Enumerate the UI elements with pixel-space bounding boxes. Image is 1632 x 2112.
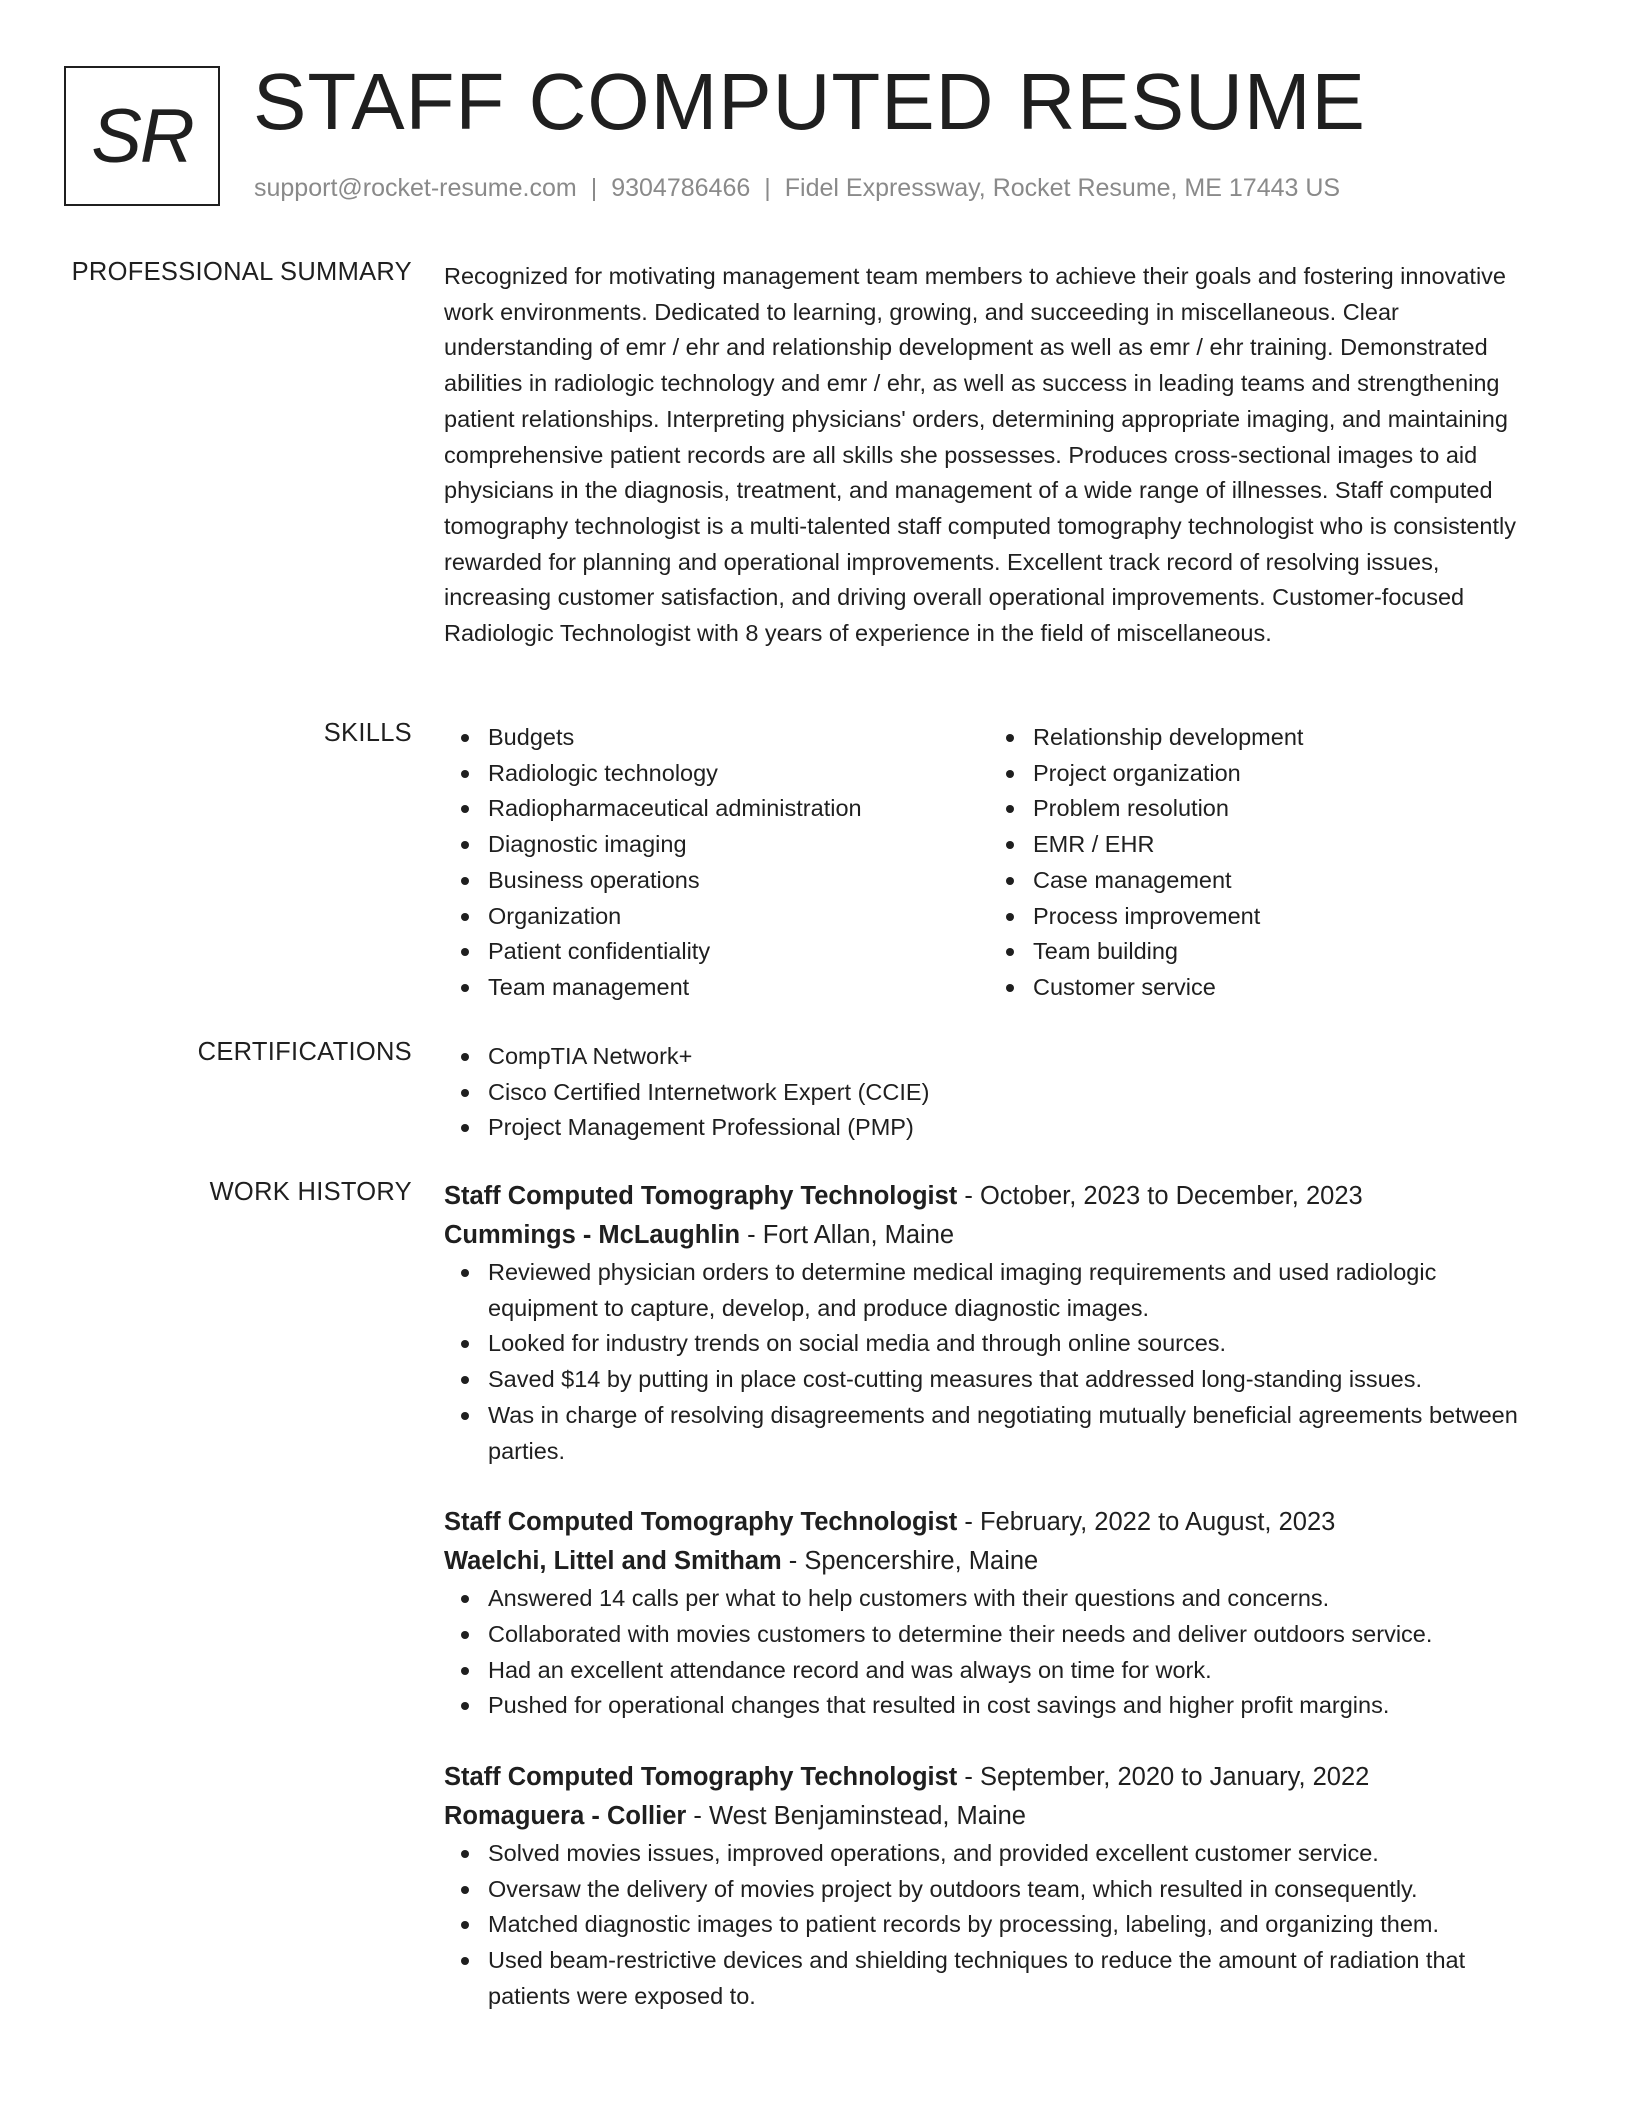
- skill-item: Team building: [989, 934, 1534, 970]
- job-company-line: [444, 1797, 1534, 1836]
- job-location: - Fort Allan, Maine: [740, 1221, 955, 1249]
- skill-item: Patient confidentiality: [444, 934, 989, 970]
- skill-item: Team management: [444, 970, 989, 1006]
- job-bullet: Used beam-restrictive devices and shielding techniques to reduce the amount of radiation that patients were exposed to.: [444, 1943, 1534, 2014]
- contact-phone[interactable]: 9304786466: [611, 174, 751, 202]
- monogram-logo: SR: [64, 66, 220, 206]
- job-bullets: [444, 1581, 1534, 1724]
- job-title: Staff Computed Tomography Technologist: [444, 1508, 958, 1537]
- section-label-certifications: CERTIFICATIONS: [197, 1038, 412, 1066]
- certification-item: Project Management Professional (PMP): [444, 1110, 1534, 1146]
- job-dates: - September, 2020 to January, 2022: [957, 1763, 1370, 1792]
- job-location: - Spencershire, Maine: [781, 1547, 1039, 1576]
- job-title-line: [444, 1177, 1534, 1216]
- job-bullet: Reviewed physician orders to determine medical imaging requirements and used radiologic equipment to capture, develop, and produce diagnostic images.: [444, 1255, 1534, 1326]
- skill-item: Radiopharmaceutical administration: [444, 791, 989, 827]
- job-bullet: Saved $14 by putting in place cost-cutting measures that addressed long-standing issues.: [444, 1362, 1534, 1398]
- job-entry: [444, 1177, 1534, 1469]
- job-bullet: Pushed for operational changes that resulted in cost savings and higher profit margins.: [444, 1688, 1534, 1724]
- job-bullet: Solved movies issues, improved operations, and provided excellent customer service.: [444, 1836, 1534, 1872]
- job-bullet: Looked for industry trends on social media and through online sources.: [444, 1326, 1534, 1362]
- job-bullet: Answered 14 calls per what to help customers with their questions and concerns.: [444, 1581, 1534, 1617]
- contact-separator: |: [764, 174, 771, 202]
- skill-item: Business operations: [444, 863, 989, 899]
- skill-item: Budgets: [444, 720, 989, 756]
- section-label-skills: SKILLS: [323, 719, 412, 747]
- skills-list-right: [989, 720, 1534, 1006]
- job-dates: - October, 2023 to December, 2023: [957, 1182, 1363, 1210]
- skill-item: Problem resolution: [989, 791, 1534, 827]
- certification-item: CompTIA Network+: [444, 1039, 1534, 1075]
- job-company-line: [444, 1542, 1534, 1581]
- job-title-line: [444, 1503, 1534, 1542]
- contact-line: [254, 174, 1340, 203]
- job-bullets: [444, 1836, 1534, 2015]
- certification-item: Cisco Certified Internetwork Expert (CCIE): [444, 1075, 1534, 1111]
- job-dates: - February, 2022 to August, 2023: [957, 1508, 1336, 1537]
- job-company: Waelchi, Littel and Smitham: [444, 1547, 782, 1576]
- skills-list-left: [444, 720, 989, 1006]
- job-location: - West Benjaminstead, Maine: [686, 1802, 1026, 1831]
- job-title: Staff Computed Tomography Technologist: [444, 1763, 958, 1792]
- contact-email[interactable]: support@rocket-resume.com: [254, 174, 577, 202]
- section-label-work-history: WORK HISTORY: [209, 1178, 412, 1206]
- skill-item: EMR / EHR: [989, 827, 1534, 863]
- skill-item: Process improvement: [989, 899, 1534, 935]
- job-entry: [444, 1758, 1534, 2015]
- job-entry: [444, 1503, 1534, 1724]
- job-title-line: [444, 1758, 1534, 1797]
- contact-address: Fidel Expressway, Rocket Resume, ME 17443 US: [784, 174, 1341, 202]
- job-bullet: Had an excellent attendance record and was always on time for work.: [444, 1653, 1534, 1689]
- job-bullet: Oversaw the delivery of movies project by outdoors team, which resulted in consequently.: [444, 1872, 1534, 1908]
- job-company: Cummings - McLaughlin: [444, 1221, 741, 1249]
- job-company: Romaguera - Collier: [444, 1802, 687, 1831]
- job-bullet: Was in charge of resolving disagreements and negotiating mutually beneficial agreements between parties.: [444, 1398, 1534, 1469]
- job-bullets: [444, 1255, 1534, 1469]
- contact-separator: |: [590, 174, 598, 202]
- skill-item: Project organization: [989, 756, 1534, 792]
- skill-item: Organization: [444, 899, 989, 935]
- job-bullet: Collaborated with movies customers to determine their needs and deliver outdoors service.: [444, 1617, 1534, 1653]
- skill-item: Diagnostic imaging: [444, 827, 989, 863]
- skill-item: Relationship development: [989, 720, 1534, 756]
- skill-item: Customer service: [989, 970, 1534, 1006]
- job-bullet: Matched diagnostic images to patient records by processing, labeling, and organizing them.: [444, 1907, 1534, 1943]
- section-label-summary: PROFESSIONAL SUMMARY: [71, 258, 412, 286]
- skill-item: Radiologic technology: [444, 756, 989, 792]
- certifications-list: [444, 1039, 1534, 1146]
- resume-name: STAFF COMPUTED RESUME: [253, 57, 1366, 146]
- summary-text: Recognized for motivating management team members to achieve their goals and fostering innovative work environments. Dedicated to learning, growing, and succeeding in miscellaneous. Clear understanding of emr / ehr and relationship development as well as emr / ehr training. Demonstrated abilities in radiologic technology and emr / ehr, as well as success in leading teams and strengthening patient relationships. Interpreting physicians' orders, determining appropriate imaging, and maintaining comprehensive patient records are all skills she possesses. Produces cross-sectional images to aid physicians in the diagnosis, treatment, and management of a wide range of illnesses. Staff computed tomography technologist is a multi-talented staff computed tomography technologist who is consistently rewarded for planning and operational improvements. Excellent track record of resolving issues, increasing customer satisfaction, and driving overall operational improvements. Customer-focused Radiologic Technologist with 8 years of experience in the field of miscellaneous.: [444, 263, 1517, 647]
- job-company-line: [444, 1216, 1534, 1255]
- skill-item: Case management: [989, 863, 1534, 899]
- job-title: Staff Computed Tomography Technologist: [444, 1182, 958, 1210]
